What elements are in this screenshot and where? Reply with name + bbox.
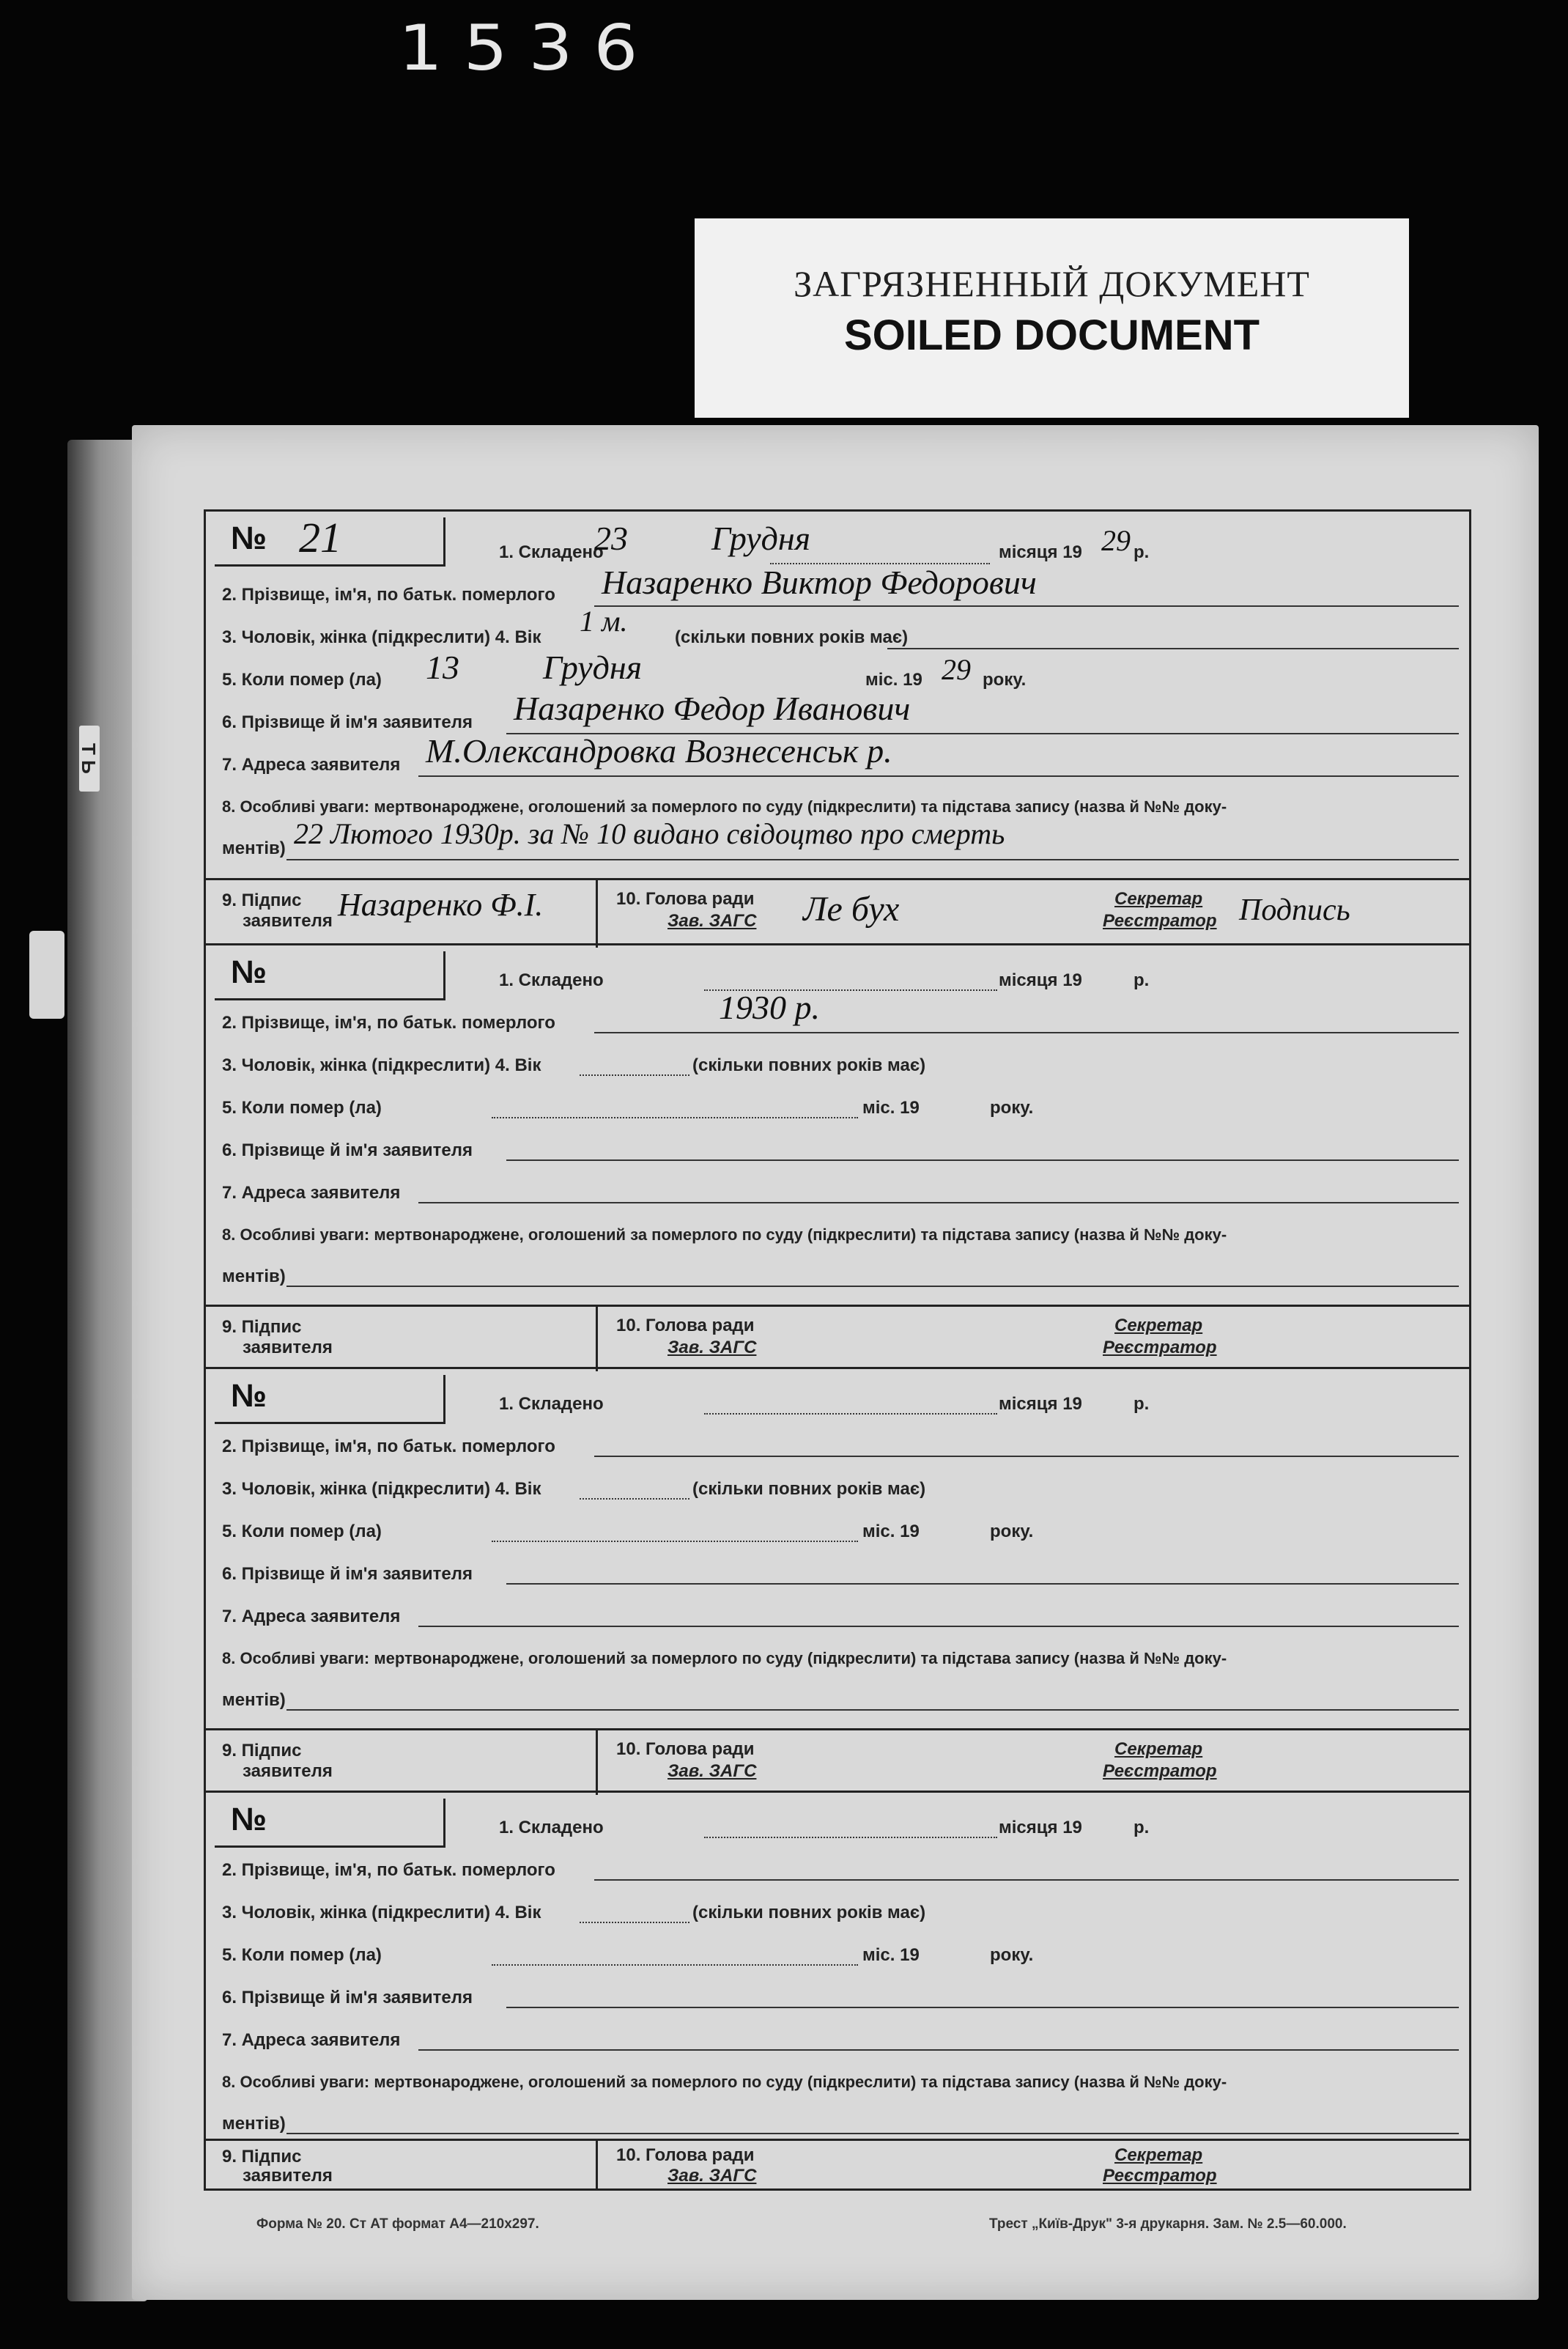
- death-date-line: [492, 1964, 858, 1966]
- mis-label: міс. 19: [865, 670, 922, 690]
- field-10-sub: Зав. ЗАГС: [667, 1338, 757, 1357]
- register-form-frame: [204, 509, 1471, 2191]
- year-suffix: р.: [1134, 542, 1150, 562]
- notes-line: [286, 1286, 1459, 1287]
- field-10-sub: Зав. ЗАГС: [667, 2166, 757, 2186]
- entry-block-2: [206, 945, 1469, 1369]
- field-5-label: 5. Коли помер (ла): [222, 1098, 382, 1118]
- field-7-label: 7. Адреса заявителя: [222, 1183, 401, 1203]
- age-line: [580, 1074, 689, 1076]
- address-line: [418, 1626, 1459, 1627]
- field-9-sub: заявителя: [243, 2166, 333, 2186]
- mis-label: міс. 19: [862, 1522, 920, 1541]
- special-notes: 22 Лютого 1930р. за № 10 видано свідоцтво про смерть: [294, 817, 1005, 850]
- signature-row: [206, 878, 1469, 948]
- month-line: [704, 1837, 997, 1838]
- month-line: [704, 1413, 997, 1415]
- year-suffix: р.: [1134, 1394, 1150, 1414]
- field-7-label: 7. Адреса заявителя: [222, 755, 401, 775]
- secretary-label: Секретар: [1114, 1316, 1203, 1335]
- handwritten-year: 1930 р.: [719, 989, 820, 1026]
- registrar-label: Реєстратор: [1103, 1761, 1217, 1781]
- entry-number: 21: [299, 514, 341, 561]
- roku-label: року.: [983, 670, 1027, 690]
- entry-number-box: [215, 951, 445, 1000]
- entry-number-box: [215, 514, 445, 567]
- month-label: місяця 19: [999, 970, 1082, 990]
- field-2-label: 2. Прізвище, ім'я, по батьк. померлого: [222, 1860, 555, 1880]
- secretary-label: Секретар: [1114, 1739, 1203, 1759]
- field-10-label: 10. Голова ради: [616, 1316, 755, 1335]
- field-1-label: 1. Складено: [499, 1394, 604, 1414]
- month-label: місяця 19: [999, 1818, 1082, 1837]
- deceased-line: [594, 1879, 1459, 1881]
- number-sign: №: [231, 954, 267, 990]
- field-2-label: 2. Прізвище, ім'я, по батьк. померлого: [222, 585, 555, 605]
- deceased-name: Назаренко Виктор Федорович: [602, 564, 1037, 601]
- registrar-label: Реєстратор: [1103, 911, 1217, 931]
- field-9-sub: заявителя: [243, 911, 333, 931]
- address-line: [418, 775, 1459, 777]
- entry-day: 23: [594, 520, 628, 557]
- deceased-line: [594, 605, 1459, 607]
- field-6-label: 6. Прізвище й ім'я заявителя: [222, 712, 473, 732]
- death-date-line: [492, 1541, 858, 1542]
- footer-printer-info: Трест „Київ-Друк" 3-я друкарня. Зам. № 2.5—60.000.: [989, 2216, 1347, 2232]
- death-month: Грудня: [543, 649, 643, 686]
- mis-label: міс. 19: [862, 1098, 920, 1118]
- entry-block-3: [206, 1369, 1469, 1793]
- age-note: (скільки повних років має): [692, 1055, 926, 1075]
- slip-text-en: SOILED DOCUMENT: [843, 311, 1260, 359]
- year-suffix: р.: [1134, 1818, 1150, 1837]
- entry-year: 29: [1101, 524, 1131, 557]
- notes-line: [286, 1709, 1459, 1711]
- field-10-label: 10. Голова ради: [616, 1739, 755, 1759]
- signature-divider: [596, 1307, 598, 1371]
- notes-line: [286, 2133, 1459, 2134]
- death-year: 29: [942, 653, 971, 686]
- applicant-line: [506, 1159, 1459, 1161]
- field-6-label: 6. Прізвище й ім'я заявителя: [222, 1988, 473, 2007]
- death-date-line: [492, 1117, 858, 1118]
- registrar-label: Реєстратор: [1103, 2166, 1217, 2186]
- age-line: [580, 1498, 689, 1500]
- applicant-line: [506, 2007, 1459, 2008]
- signature-divider: [596, 2141, 598, 2191]
- roku-label: року.: [990, 1522, 1034, 1541]
- field-5-label: 5. Коли помер (ла): [222, 670, 382, 690]
- signature-row: [206, 2139, 1469, 2191]
- sex-age: 1 м.: [580, 605, 628, 638]
- applicant-line: [506, 1583, 1459, 1585]
- signature-divider: [596, 880, 598, 948]
- field-2-label: 2. Прізвище, ім'я, по батьк. померлого: [222, 1013, 555, 1033]
- field-9-label: 9. Підпис: [222, 1317, 302, 1337]
- notes-line: [286, 859, 1459, 860]
- field-8-cont: ментів): [222, 1690, 286, 1710]
- roku-label: року.: [990, 1098, 1034, 1118]
- deceased-line: [594, 1456, 1459, 1457]
- field-8-label: 8. Особливі уваги: мертвонароджене, оголошений за померлого по суду (підкреслити) та підстава запису (назва й №№ доку-: [222, 797, 1227, 816]
- number-sign: №: [231, 1378, 267, 1414]
- number-sign: №: [231, 520, 267, 556]
- field-9-sub: заявителя: [243, 1761, 333, 1781]
- address-line: [418, 1202, 1459, 1203]
- deceased-line: [594, 1032, 1459, 1033]
- signature-divider: [596, 1730, 598, 1795]
- field-9-sub: заявителя: [243, 1338, 333, 1357]
- soiled-document-slip: [695, 218, 1409, 418]
- field-3-label: 3. Чоловік, жінка (підкреслити) 4. Вік: [222, 1479, 541, 1499]
- month-label: місяця 19: [999, 1394, 1082, 1414]
- field-10-label: 10. Голова ради: [616, 2145, 755, 2165]
- field-10-sub: Зав. ЗАГС: [667, 911, 757, 931]
- age-note: (скільки повних років має): [675, 627, 909, 647]
- entry-block-4: [206, 1793, 1469, 2188]
- field-8-label: 8. Особливі уваги: мертвонароджене, оголошений за померлого по суду (підкреслити) та підстава запису (назва й №№ доку-: [222, 2073, 1227, 2091]
- field-9-label: 9. Підпис: [222, 2147, 302, 2167]
- entry-month: Грудня: [711, 520, 811, 557]
- field-1-label: 1. Складено: [499, 542, 604, 562]
- entry-block-1: [206, 512, 1469, 945]
- applicant-name: Назаренко Федор Иванович: [514, 690, 911, 727]
- slip-text-ru: ЗАГРЯЗНЕННЫЙ ДОКУМЕНТ: [794, 263, 1310, 304]
- entry-number-box: [215, 1799, 445, 1848]
- field-1-label: 1. Складено: [499, 970, 604, 990]
- field-8-label: 8. Особливі уваги: мертвонароджене, оголошений за померлого по суду (підкреслити) та підстава запису (назва й №№ доку-: [222, 1649, 1227, 1667]
- roku-label: року.: [990, 1945, 1034, 1965]
- month-label: місяця 19: [999, 542, 1082, 562]
- archive-number: 1536: [398, 12, 659, 85]
- applicant-address: М.Олександровка Вознесенськ р.: [426, 732, 892, 770]
- footer-form-info: Форма № 20. Ст АТ формат А4—210х297.: [256, 2216, 539, 2232]
- year-suffix: р.: [1134, 970, 1150, 990]
- field-5-label: 5. Коли помер (ла): [222, 1945, 382, 1965]
- field-8-cont: ментів): [222, 2114, 286, 2134]
- registrar-label: Реєстратор: [1103, 1338, 1217, 1357]
- field-7-label: 7. Адреса заявителя: [222, 2030, 401, 2050]
- secretary-label: Секретар: [1114, 889, 1203, 909]
- field-8-cont: ментів): [222, 838, 286, 858]
- field-2-label: 2. Прізвище, ім'я, по батьк. померлого: [222, 1437, 555, 1456]
- head-signature: Ле бух: [803, 890, 900, 929]
- field-8-cont: ментів): [222, 1266, 286, 1286]
- age-note: (скільки повних років має): [692, 1903, 926, 1922]
- age-line: [887, 648, 1459, 649]
- signature-row: [206, 1728, 1469, 1795]
- field-10-label: 10. Голова ради: [616, 889, 755, 909]
- field-3-label: 3. Чоловік, жінка (підкреслити) 4. Вік: [222, 1055, 541, 1075]
- number-sign: №: [231, 1802, 267, 1837]
- field-3-label: 3. Чоловік, жінка (підкреслити) 4. Вік: [222, 627, 541, 647]
- death-day: 13: [426, 649, 459, 686]
- signature-row: [206, 1305, 1469, 1371]
- field-5-label: 5. Коли помер (ла): [222, 1522, 382, 1541]
- field-9-label: 9. Підпис: [222, 1741, 302, 1760]
- field-3-label: 3. Чоловік, жінка (підкреслити) 4. Вік: [222, 1903, 541, 1922]
- registrar-signature: Подпись: [1239, 893, 1350, 927]
- field-6-label: 6. Прізвище й ім'я заявителя: [222, 1564, 473, 1584]
- field-8-label: 8. Особливі уваги: мертвонароджене, оголошений за померлого по суду (підкреслити) та підстава запису (назва й №№ доку-: [222, 1225, 1227, 1244]
- address-line: [418, 2049, 1459, 2051]
- secretary-label: Секретар: [1114, 2145, 1203, 2165]
- field-7-label: 7. Адреса заявителя: [222, 1607, 401, 1626]
- mis-label: міс. 19: [862, 1945, 920, 1965]
- field-1-label: 1. Складено: [499, 1818, 604, 1837]
- age-line: [580, 1922, 689, 1923]
- field-6-label: 6. Прізвище й ім'я заявителя: [222, 1140, 473, 1160]
- field-9-label: 9. Підпис: [222, 890, 302, 910]
- field-10-sub: Зав. ЗАГС: [667, 1761, 757, 1781]
- page-tab-mark: Т Ь: [79, 726, 100, 792]
- age-note: (скільки повних років має): [692, 1479, 926, 1499]
- binder-clip: [29, 931, 64, 1019]
- applicant-signature: Назаренко Ф.І.: [338, 887, 544, 923]
- entry-number-box: [215, 1375, 445, 1424]
